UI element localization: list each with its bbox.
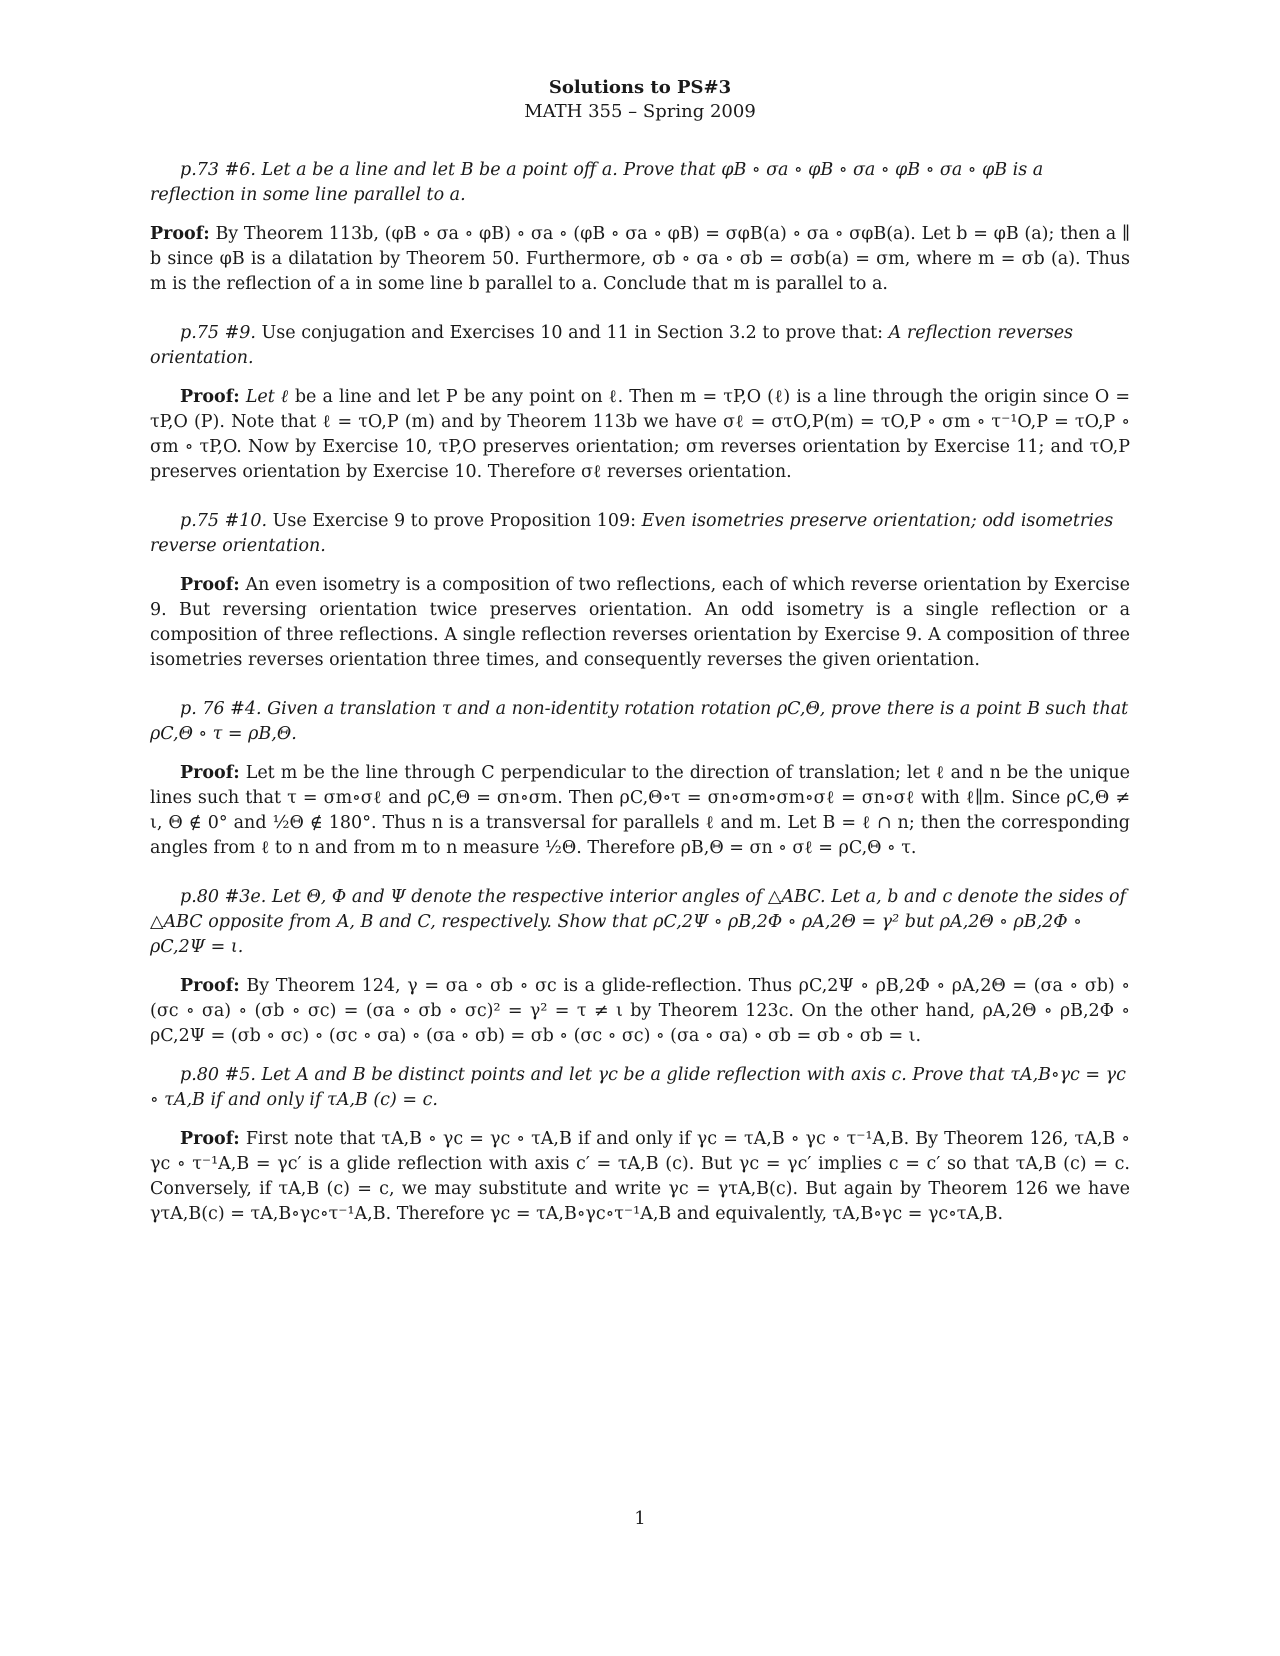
problem-ref: p.73 #6.	[180, 160, 256, 180]
problem-section-3	[150, 509, 1130, 673]
proof-text: Let m be the line through C perpendicular to the direction of translation; let ℓ and n be the unique lines such that τ = σm∘σℓ and ρC,Θ = σn∘σm. Then ρC,Θ∘τ = σn∘σm∘σm∘σℓ = σn∘σℓ with ℓ∥m. Since ρC,Θ ≠ ι, Θ ∉ 0° and ½Θ ∉ 180°. Thus n is a transversal for parallels ℓ and m. Let B = ℓ ∩ n; then the corresponding angles from ℓ to n and from m to n measure ½Θ. Therefore ρB,Θ = σn ∘ σℓ = ρC,Θ ∘ τ.	[150, 763, 1130, 858]
problem-section-6	[150, 1063, 1130, 1227]
proof-label: Proof:	[180, 763, 240, 783]
proof-lead: Let ℓ	[245, 387, 289, 407]
problem-ref: p.80 #3e.	[180, 887, 267, 907]
proof-paragraph	[150, 222, 1130, 297]
problem-text: Let Θ, Φ and Ψ denote the respective interior angles of △ABC. Let a, b and c denote the sides of △ABC opposite from A, B and C, respectively. Show that ρC,2Ψ ∘ ρB,2Φ ∘ ρA,2Θ = γ² but ρA,2Θ ∘ ρB,2Φ ∘ ρC,2Ψ = ι.	[150, 887, 1127, 957]
proof-text: By Theorem 124, γ = σa ∘ σb ∘ σc is a glide-reflection. Thus ρC,2Ψ ∘ ρB,2Φ ∘ ρA,2Θ = (σa ∘ σb) ∘ (σc ∘ σa) ∘ (σb ∘ σc) = (σa ∘ σb ∘ σc)² = γ² = τ ≠ ι by Theorem 123c. On the other hand, ρA,2Θ ∘ ρB,2Φ ∘ ρC,2Ψ = (σb ∘ σc) ∘ (σc ∘ σa) ∘ (σa ∘ σb) = σb ∘ (σc ∘ σc) ∘ (σa ∘ σa) ∘ σb = σb ∘ σb = ι.	[150, 976, 1130, 1046]
proof-label: Proof:	[180, 387, 240, 407]
document-page	[150, 76, 1130, 1251]
problem-statement	[150, 697, 1130, 747]
proof-text: By Theorem 113b, (φB ∘ σa ∘ φB) ∘ σa ∘ (φB ∘ σa ∘ φB) = σφB(a) ∘ σa ∘ σφB(a). Let b = φB (a); then a ∥ b since φB is a dilatation by Theorem 50. Furthermore, σb ∘ σa ∘ σb = σσb(a) = σm, where m = σb (a). Thus m is the reflection of a in some line b parallel to a. Conclude that m is parallel to a.	[150, 224, 1130, 294]
proof-paragraph	[150, 1127, 1130, 1227]
problem-statement	[150, 885, 1130, 960]
page-number: 1	[634, 1508, 646, 1529]
proof-text: An even isometry is a composition of two reflections, each of which reverse orientation by Exercise 9. But reversing orientation twice preserves orientation. An odd isometry is a single reflection or a composition of three reflections. A single reflection reverses orientation by Exercise 9. A composition of three isometries reverses orientation three times, and consequently reverses the given orientation.	[150, 575, 1130, 670]
problem-statement	[150, 158, 1130, 208]
problem-ref: p.75 #10.	[180, 511, 268, 531]
proof-paragraph	[150, 385, 1130, 485]
proof-label: Proof:	[180, 1129, 240, 1149]
problem-ref: p.75 #9.	[180, 323, 256, 343]
problem-lead: Use Exercise 9 to prove Proposition 109:	[272, 511, 637, 531]
problem-section-5	[150, 885, 1130, 1049]
problem-section-2	[150, 321, 1130, 485]
proof-paragraph	[150, 573, 1130, 673]
document-subtitle: MATH 355 – Spring 2009	[524, 101, 756, 122]
proof-paragraph	[150, 761, 1130, 861]
problem-ref: p.80 #5.	[180, 1065, 256, 1085]
problem-ref: p. 76 #4.	[180, 699, 262, 719]
problem-text: Given a translation τ and a non-identity rotation rotation ρC,Θ, prove there is a point B such that ρC,Θ ∘ τ = ρB,Θ.	[150, 699, 1129, 744]
proof-label: Proof:	[180, 976, 240, 996]
proof-label: Proof:	[150, 224, 210, 244]
problem-text: Let a be a line and let B be a point off a. Prove that φB ∘ σa ∘ φB ∘ σa ∘ φB ∘ σa ∘ φB is a reflection in some line parallel to a.	[150, 160, 1044, 205]
problem-text: Let A and B be distinct points and let γc be a glide reflection with axis c. Prove that τA,B∘γc = γc ∘ τA,B if and only if τA,B (c) = c.	[150, 1065, 1126, 1110]
problem-statement	[150, 509, 1130, 559]
document-title: Solutions to PS#3	[548, 77, 732, 98]
proof-paragraph	[150, 974, 1130, 1049]
problem-section-1	[150, 158, 1130, 297]
proof-text: be a line and let P be any point on ℓ. Then m = τP,O (ℓ) is a line through the origin since O = τP,O (P). Note that ℓ = τO,P (m) and by Theorem 113b we have σℓ = στO,P(m) = τO,P ∘ σm ∘ τ⁻¹O,P = τO,P ∘ σm ∘ τP,O. Now by Exercise 10, τP,O preserves orientation; σm reverses orientation by Exercise 11; and τO,P preserves orientation by Exercise 10. Therefore σℓ reverses orientation.	[150, 387, 1130, 482]
problem-text: A reflection reverses orientation.	[150, 323, 1074, 368]
problem-lead: Use conjugation and Exercises 10 and 11 in Section 3.2 to prove that:	[261, 323, 884, 343]
problem-section-4	[150, 697, 1130, 861]
problem-text: Even isometries preserve orientation; odd isometries reverse orientation.	[150, 511, 1114, 556]
proof-label: Proof:	[180, 575, 240, 595]
problem-statement	[150, 1063, 1130, 1113]
proof-text: First note that τA,B ∘ γc = γc ∘ τA,B if and only if γc = τA,B ∘ γc ∘ τ⁻¹A,B. By Theorem 126, τA,B ∘ γc ∘ τ⁻¹A,B = γc′ is a glide reflection with axis c′ = τA,B (c). But γc = γc′ implies c = c′ so that τA,B (c) = c. Conversely, if τA,B (c) = c, we may substitute and write γc = γτA,B(c). But again by Theorem 126 we have γτA,B(c) = τA,B∘γc∘τ⁻¹A,B. Therefore γc = τA,B∘γc∘τ⁻¹A,B and equivalently, τA,B∘γc = γc∘τA,B.	[150, 1129, 1130, 1224]
problem-statement	[150, 321, 1130, 371]
